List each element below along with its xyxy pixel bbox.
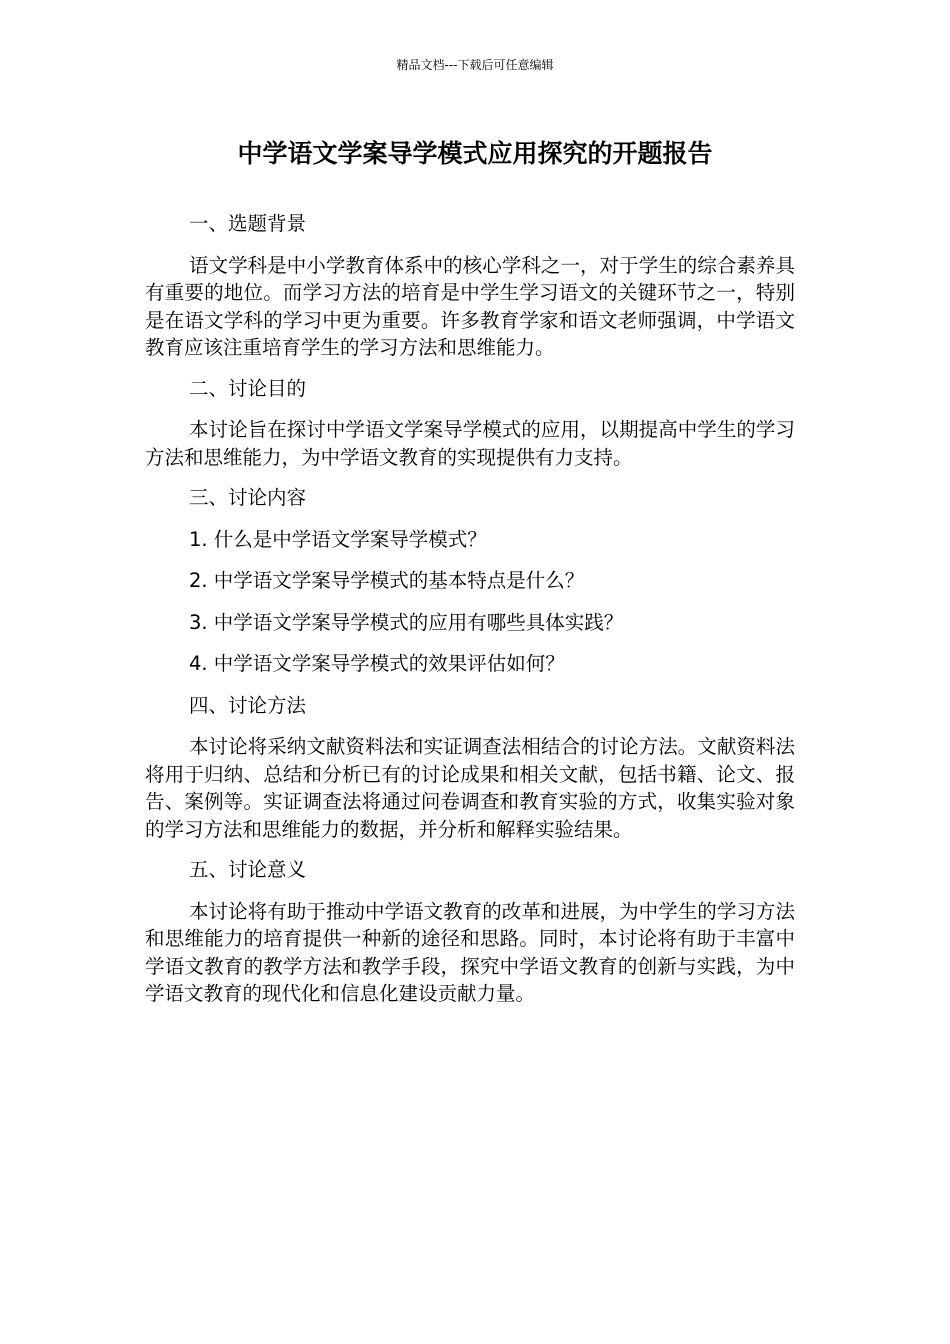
section-heading: 三、讨论内容 — [189, 486, 307, 509]
page-header: 精品文档---下载后可任意编辑 — [396, 58, 554, 72]
section-method — [145, 692, 795, 844]
list-item: 1. 什么是中学语文学案导学模式？ — [189, 527, 487, 551]
list-item: 3. 中学语文学案导学模式的应用有哪些具体实践？ — [189, 610, 624, 634]
document-body — [145, 210, 795, 1021]
list-item: 4. 中学语文学案导学模式的效果评估如何？ — [189, 652, 565, 675]
section-heading: 五、讨论意义 — [189, 858, 307, 881]
section-background — [145, 210, 795, 362]
section-heading: 一、选题背景 — [189, 212, 307, 235]
section-paragraph: 本讨论旨在探讨中学语文学案导学模式的应用，以期提高中学生的学习方法和思维能力，为中学语文教育的实现提供有力支持。 — [145, 418, 795, 469]
section-heading: 四、讨论方法 — [189, 693, 307, 717]
list-item: 2. 中学语文学案导学模式的基本特点是什么？ — [189, 569, 585, 592]
section-heading: 二、讨论目的 — [189, 376, 307, 400]
section-paragraph: 本讨论将有助于推动中学语文教育的改革和进展，为中学生的学习方法和思维能力的培育提供一种新的途径和思路。同时，本讨论将有助于丰富中学语文教育的教学方法和教学手段，探究中学语文教育的创新与实践，为中学语文教育的现代化和信息化建设贡献力量。 — [145, 899, 795, 1005]
section-paragraph: 语文学科是中小学教育体系中的核心学科之一，对于学生的综合素养具有重要的地位。而学习方法的培育是中学生学习语文的关键环节之一，特别是在语文学科的学习中更为重要。许多教育学家和语文老师强调，中学语文教育应该注重培育学生的学习方法和思维能力。 — [145, 253, 795, 359]
section-content — [145, 484, 795, 678]
section-purpose — [145, 375, 795, 472]
document-title: 中学语文学案导学模式应用探究的开题报告 — [237, 139, 713, 168]
section-paragraph: 本讨论将采纳文献资料法和实证调查法相结合的讨论方法。文献资料法将用于归纳、总结和分析已有的讨论成果和相关文献，包括书籍、论文、报告、案例等。实证调查法将通过问卷调查和教育实验的方式，收集实验对象的学习方法和思维能力的数据，并分析和解释实验结果。 — [145, 735, 795, 841]
section-significance — [145, 856, 795, 1008]
